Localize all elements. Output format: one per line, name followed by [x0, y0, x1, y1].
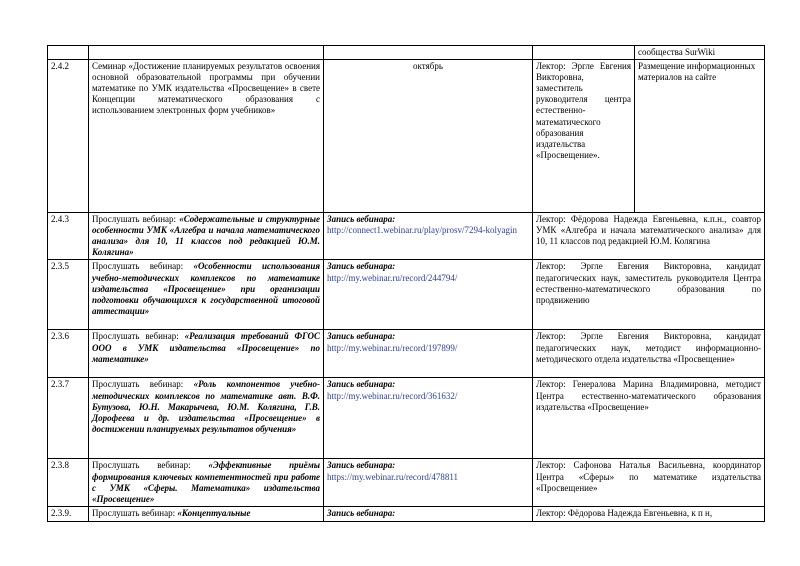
- schedule-table: [47, 45, 765, 522]
- cell-lecturer: Лектор: Сафонова Наталья Васильевна, координатор Центра «Сферы» по математике издательства «Просвещение»: [533, 459, 765, 507]
- record-link[interactable]: https://my.webinar.ru/record/478811: [327, 471, 459, 482]
- cell-lecturer: Лектор: Фёдорова Надежда Евгеньевна, к.п.н., соавтор УМК «Алгебра и начала математического анализа» для 10, 11 классов под редакцией Ю.М. Колягина: [533, 213, 765, 260]
- record-label: Запись вебинара:: [327, 261, 396, 272]
- table-row: [48, 507, 765, 522]
- cell-lecturer: Лектор: Эргле Евгения Викторовна, кандидат педагогических наук, методист информационно-методического отдела издательства «Просвещение»: [533, 330, 765, 378]
- cell-number: 2.3.9.: [48, 507, 89, 522]
- table-row: [48, 378, 765, 459]
- cell-number: 2.4.3: [48, 213, 89, 260]
- cell-lecturer: Лектор: Эргле Евгения Викторовна, заместитель руководителя центра естественно-математического образования издательства «Просвещение».: [533, 60, 635, 213]
- activity-title: «Содержательные и структурные особенности УМК «Алгебра и начала математического анализа» для 10, 11 классов под редакцией Ю.М. Колягина»: [92, 214, 320, 258]
- activity-title: «Эффективные приёмы формирования ключевых компетентностей при работе с УМК «Сферы. Математика» издательства «Просвещение»: [92, 460, 320, 504]
- cell-activity: [89, 46, 324, 60]
- cell-record: [324, 507, 533, 522]
- activity-title: «Особенности использования учебно-методических комплексов по математике издательства «Просвещение» при организации подготовки обучающихся к государственной итоговой аттестации»: [92, 261, 320, 316]
- table-row-continuation: [48, 46, 765, 60]
- cell-lecturer: Лектор: Генералова Марина Владимировна, методист Центра естественно-математического образования издательства «Просвещение»: [533, 378, 765, 459]
- table-row: [48, 60, 765, 213]
- activity-title: «Роль компонентов учебно-методических комплексов по математике авт. В.Ф. Бутузова, Ю.Н. Макарычева, Ю.М. Колягина, Г.В. Дорофеева и др. издательства «Просвещение» в достижении планируемых результатов обучения»: [92, 379, 321, 434]
- record-link[interactable]: http://my.webinar.ru/record/197899/: [327, 342, 458, 353]
- cell-record: [324, 378, 533, 459]
- cell-date: [324, 46, 533, 60]
- activity-prefix: Прослушать вебинар:: [92, 508, 178, 519]
- activity-prefix: Прослушать вебинар:: [92, 379, 194, 390]
- cell-record: [324, 459, 533, 507]
- activity-title: «Концептуальные: [177, 508, 251, 519]
- table-row: [48, 330, 765, 378]
- cell-activity: [89, 459, 324, 507]
- cell-number: 2.4.2: [48, 60, 89, 213]
- cell-result: сообщества SurWiki: [635, 46, 765, 60]
- cell-number: 2.3.8: [48, 459, 89, 507]
- record-label: Запись вебинара:: [327, 508, 396, 519]
- activity-prefix: Прослушать вебинар:: [92, 261, 194, 272]
- cell-activity: [89, 330, 324, 378]
- cell-date: октябрь: [324, 60, 533, 213]
- cell-lecturer: Лектор: Эргле Евгения Викторовна, кандидат педагогических наук, заместитель руководителя Центра естественно-математического образования по продвижению: [533, 260, 765, 330]
- cell-lecturer: Лектор: Фёдорова Надежда Евгеньевна, к п н,: [533, 507, 765, 522]
- cell-activity: [89, 213, 324, 260]
- cell-activity: [89, 260, 324, 330]
- cell-record: [324, 260, 533, 330]
- table-row: [48, 213, 765, 260]
- activity-prefix: Прослушать вебинар:: [92, 214, 180, 225]
- cell-number: 2.3.6: [48, 330, 89, 378]
- cell-record: [324, 213, 533, 260]
- record-label: Запись вебинара:: [327, 331, 396, 342]
- record-link[interactable]: http://my.webinar.ru/record/244794/: [327, 272, 458, 283]
- cell-number: 2.3.7: [48, 378, 89, 459]
- cell-result: Размещение информационных материалов на сайте: [635, 60, 765, 213]
- cell-number: [48, 46, 89, 60]
- record-link[interactable]: http://my.webinar.ru/record/361632/: [327, 390, 458, 401]
- cell-activity: [89, 378, 324, 459]
- table-row: [48, 459, 765, 507]
- record-label: Запись вебинара:: [327, 214, 396, 225]
- cell-lecturer: [533, 46, 635, 60]
- record-link[interactable]: http://connect1.webinar.ru/play/prosv/7294-kolyagin: [327, 225, 517, 236]
- cell-number: 2.3.5: [48, 260, 89, 330]
- record-label: Запись вебинара:: [327, 460, 396, 471]
- cell-activity: Семинар «Достижение планируемых результатов освоения основной образовательной программы при обучении математике по УМК издательства «Просвещение» в свете Концепции математического образования с использованием электронных форм учебников»: [89, 60, 324, 213]
- cell-record: [324, 330, 533, 378]
- cell-activity: [89, 507, 324, 522]
- activity-prefix: Прослушать вебинар:: [92, 331, 185, 342]
- record-label: Запись вебинара:: [327, 379, 396, 390]
- activity-prefix: Прослушать вебинар:: [92, 460, 209, 471]
- table-row: [48, 260, 765, 330]
- activity-title: «Реализация требований ФГОС ООО в УМК издательства «Просвещение» по математике»: [92, 331, 320, 364]
